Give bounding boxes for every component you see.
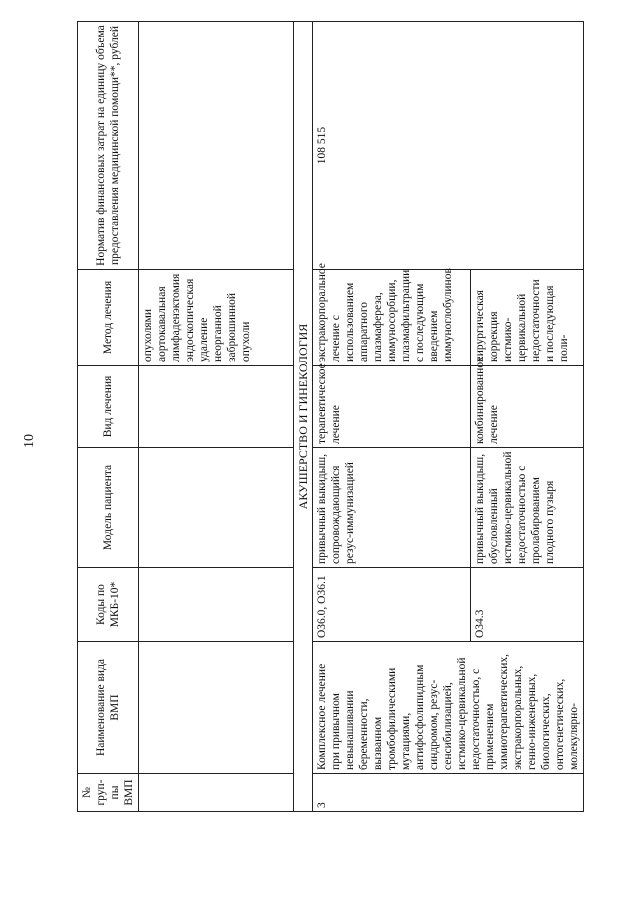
header-row: [78, 22, 139, 812]
section-row: [294, 22, 313, 812]
section-title: АКУШЕРСТВО И ГИНЕКОЛОГИЯ: [294, 22, 313, 812]
subrow-codes: O34.3: [471, 568, 584, 642]
subrow-type: терапевтическое лечение: [313, 366, 471, 448]
header-vmp-name: Наименование вида ВМП: [78, 642, 139, 774]
continuation-row: [139, 22, 294, 812]
rotated-document-table: [77, 22, 597, 812]
header-codes: Коды по МКБ-10*: [78, 568, 139, 642]
cont-cell-name: [139, 642, 294, 774]
subrow-model: привычный выкидыш, сопровождающийся резус-иммунизацией: [313, 448, 471, 568]
subrow-method: хирургическая коррекция истмико-цервикальной недостаточности и последующая поли-: [471, 270, 584, 366]
subrow-codes: O36.0, O36.1: [313, 568, 471, 642]
header-cost-norm: Норматив финансовых затрат на единицу объема предоставления медицинской помощи**, рублей: [78, 22, 139, 270]
cont-cell-codes: [139, 568, 294, 642]
header-treatment-type: Вид лечения: [78, 366, 139, 448]
page-number: 10: [22, 434, 37, 448]
subrow-model: привычный выкидыш, обусловленный истмико-цервикальной недостаточностью с пролабированием плодного пузыря: [471, 448, 584, 568]
group-cost: 108 515: [313, 22, 584, 270]
header-patient-model: Модель пациента: [78, 448, 139, 568]
cont-cell-method: опухолями аортокавальная лимфаденэктомия эндоскопическая удаление неорганной забрюшинной опухоли: [139, 270, 294, 366]
group-number: 3: [313, 774, 584, 812]
cont-cell-type: [139, 366, 294, 448]
cont-cell-group: [139, 774, 294, 812]
cont-cell-cost: [139, 22, 294, 270]
subrow-method: экстракорпоральное лечение с использованием аппаратного плазмафереза, иммуносорбции, плазмафильтрации с последующим введением иммуноглобулинов: [313, 270, 471, 366]
cont-cell-model: [139, 448, 294, 568]
group-row-1: [313, 22, 471, 812]
subrow-type: комбинированное лечение: [471, 366, 584, 448]
group-vmp-name: Комплексное лечение при привычном невынашивании беременности, вызванном тромбофилическими мутациями, антифосфолипидным синдромом, резус-сенсибилизацией, истмико-цервикальной недостаточностью, с применением химиотерапевтических, экстракорпоральных, генно-инженерных, биологических, онтогенетических, молекулярно-: [313, 642, 584, 774]
header-group-no: № груп-пы ВМП: [78, 774, 139, 812]
header-treatment-method: Метод лечения: [78, 270, 139, 366]
vmp-table: [77, 21, 584, 812]
